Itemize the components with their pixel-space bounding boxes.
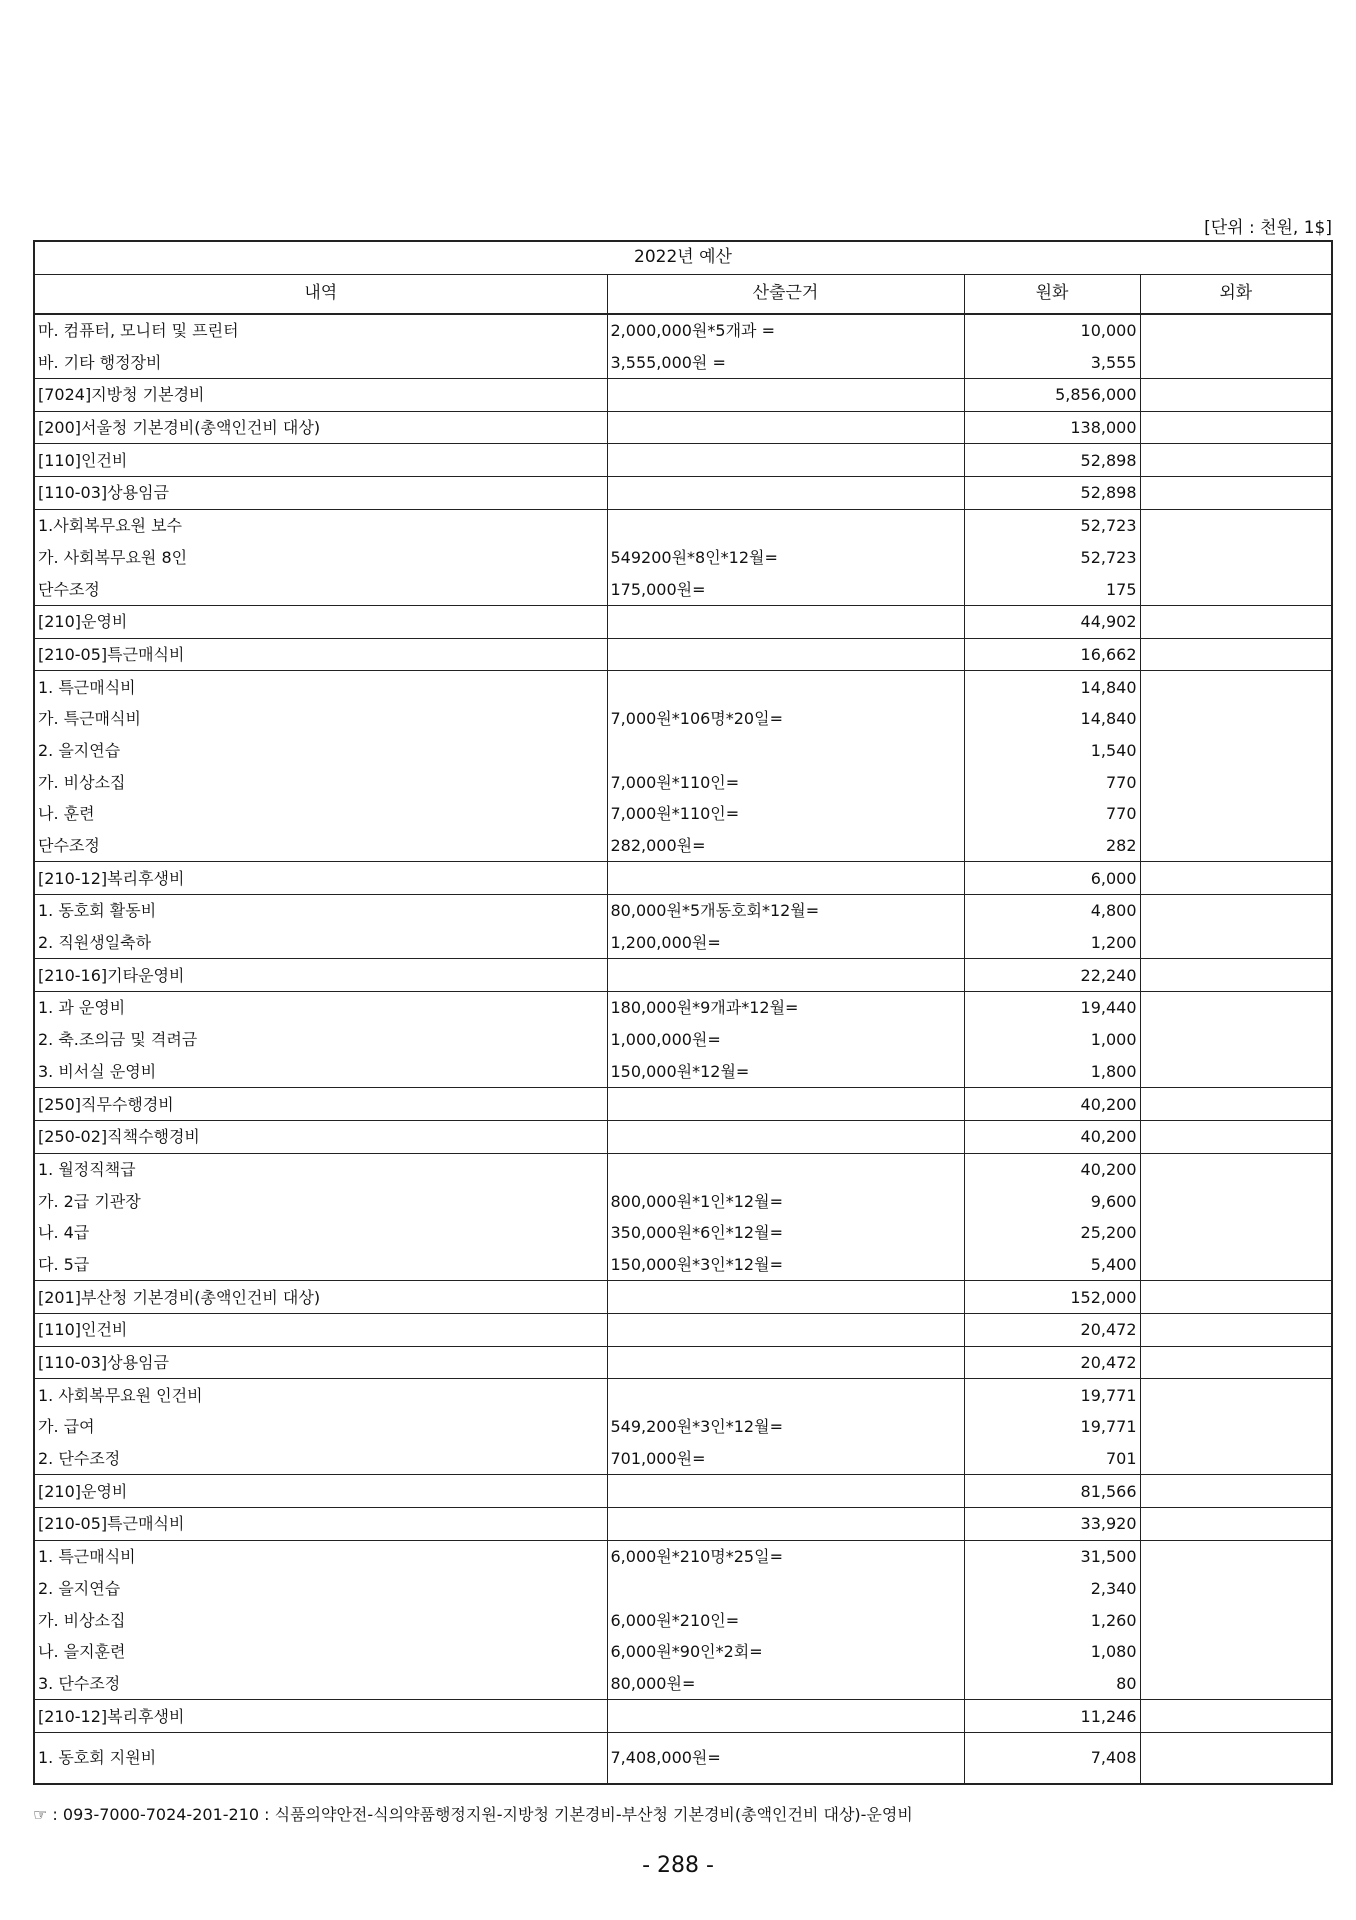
row-krw-amount: 52,723	[964, 542, 1140, 574]
row-basis	[607, 1508, 964, 1541]
row-item: 나. 4급	[34, 1217, 607, 1249]
row-basis	[607, 862, 964, 895]
table-row	[34, 671, 1332, 703]
table-row	[34, 411, 1332, 444]
row-foreign-amount	[1140, 1314, 1332, 1347]
table-row	[34, 798, 1332, 830]
row-krw-amount: 1,260	[964, 1604, 1140, 1636]
row-basis: 549,200원*3인*12월=	[607, 1411, 964, 1443]
row-item: 2. 직원생일축하	[34, 927, 607, 959]
row-foreign-amount	[1140, 477, 1332, 510]
row-basis	[607, 444, 964, 477]
column-header-foreign: 외화	[1140, 274, 1332, 314]
row-basis	[607, 959, 964, 992]
row-item: [210]운영비	[34, 1475, 607, 1508]
row-basis: 6,000원*210인=	[607, 1604, 964, 1636]
row-krw-amount: 80	[964, 1668, 1140, 1700]
row-foreign-amount	[1140, 1604, 1332, 1636]
row-foreign-amount	[1140, 862, 1332, 895]
row-foreign-amount	[1140, 542, 1332, 574]
row-item: 1. 동호회 활동비	[34, 895, 607, 927]
table-row	[34, 1668, 1332, 1700]
column-header-krw: 원화	[964, 274, 1140, 314]
table-row	[34, 1508, 1332, 1541]
row-item: 2. 을지연습	[34, 1573, 607, 1605]
row-krw-amount: 25,200	[964, 1217, 1140, 1249]
table-row	[34, 1732, 1332, 1784]
row-item: 바. 기타 행정장비	[34, 346, 607, 378]
row-krw-amount: 20,472	[964, 1314, 1140, 1347]
row-item: [110]인건비	[34, 1314, 607, 1347]
row-krw-amount: 81,566	[964, 1475, 1140, 1508]
row-foreign-amount	[1140, 1088, 1332, 1121]
table-row	[34, 638, 1332, 671]
row-krw-amount: 33,920	[964, 1508, 1140, 1541]
row-item: 1. 사회복무요원 인건비	[34, 1379, 607, 1411]
row-foreign-amount	[1140, 1120, 1332, 1153]
row-krw-amount: 1,080	[964, 1636, 1140, 1668]
table-row	[34, 1475, 1332, 1508]
row-krw-amount: 40,200	[964, 1088, 1140, 1121]
table-row	[34, 992, 1332, 1024]
row-item: [210]운영비	[34, 605, 607, 638]
row-krw-amount: 4,800	[964, 895, 1140, 927]
row-foreign-amount	[1140, 927, 1332, 959]
row-item: 단수조정	[34, 573, 607, 605]
footnote: ☞ : 093-7000-7024-201-210 : 식품의약안전-식의약품행정지원-지방청 기본경비-부산청 기본경비(총액인건비 대상)-운영비	[33, 1805, 913, 1824]
row-basis: 150,000원*12월=	[607, 1056, 964, 1088]
row-foreign-amount	[1140, 1217, 1332, 1249]
row-foreign-amount	[1140, 766, 1332, 798]
row-item: [210-12]복리후생비	[34, 862, 607, 895]
row-item: [210-16]기타운영비	[34, 959, 607, 992]
row-foreign-amount	[1140, 1411, 1332, 1443]
row-item: 가. 2급 기관장	[34, 1185, 607, 1217]
row-basis: 180,000원*9개과*12월=	[607, 992, 964, 1024]
row-item: 가. 특근매식비	[34, 703, 607, 735]
row-item: [200]서울청 기본경비(총액인건비 대상)	[34, 411, 607, 444]
row-basis: 7,000원*110인=	[607, 766, 964, 798]
row-krw-amount: 52,898	[964, 477, 1140, 510]
row-foreign-amount	[1140, 1056, 1332, 1088]
row-item: [110]인건비	[34, 444, 607, 477]
row-basis	[607, 1475, 964, 1508]
column-header-basis: 산출근거	[607, 274, 964, 314]
row-item: [7024]지방청 기본경비	[34, 379, 607, 412]
row-foreign-amount	[1140, 1443, 1332, 1475]
row-foreign-amount	[1140, 1153, 1332, 1185]
row-item: 단수조정	[34, 830, 607, 862]
row-item: 가. 비상소집	[34, 1604, 607, 1636]
table-row	[34, 1056, 1332, 1088]
row-basis: 549200원*8인*12월=	[607, 542, 964, 574]
row-krw-amount: 282	[964, 830, 1140, 862]
row-basis: 3,555,000원 =	[607, 346, 964, 378]
row-foreign-amount	[1140, 379, 1332, 412]
row-foreign-amount	[1140, 1636, 1332, 1668]
row-krw-amount: 1,000	[964, 1024, 1140, 1056]
row-item: 다. 5급	[34, 1249, 607, 1281]
row-item: 1. 동호회 지원비	[34, 1732, 607, 1784]
row-item: 2. 축.조의금 및 격려금	[34, 1024, 607, 1056]
table-row	[34, 573, 1332, 605]
row-krw-amount: 19,440	[964, 992, 1140, 1024]
table-row	[34, 346, 1332, 378]
row-item: 2. 단수조정	[34, 1443, 607, 1475]
row-krw-amount: 3,555	[964, 346, 1140, 378]
row-item: 1. 특근매식비	[34, 1540, 607, 1572]
row-item: 나. 훈련	[34, 798, 607, 830]
row-foreign-amount	[1140, 314, 1332, 347]
row-krw-amount: 9,600	[964, 1185, 1140, 1217]
row-item: 나. 을지훈련	[34, 1636, 607, 1668]
table-row	[34, 1604, 1332, 1636]
row-krw-amount: 10,000	[964, 314, 1140, 347]
row-krw-amount: 770	[964, 798, 1140, 830]
row-basis: 80,000원=	[607, 1668, 964, 1700]
row-krw-amount: 5,856,000	[964, 379, 1140, 412]
row-item: 2. 을지연습	[34, 735, 607, 767]
row-krw-amount: 11,246	[964, 1700, 1140, 1733]
table-row	[34, 1379, 1332, 1411]
row-basis	[607, 1379, 964, 1411]
row-basis: 7,000원*110인=	[607, 798, 964, 830]
row-basis	[607, 605, 964, 638]
row-item: 가. 급여	[34, 1411, 607, 1443]
table-row	[34, 1573, 1332, 1605]
row-basis: 7,408,000원=	[607, 1732, 964, 1784]
table-row	[34, 959, 1332, 992]
row-basis	[607, 671, 964, 703]
row-basis	[607, 1700, 964, 1733]
row-foreign-amount	[1140, 1573, 1332, 1605]
row-basis	[607, 477, 964, 510]
table-row	[34, 477, 1332, 510]
row-krw-amount: 138,000	[964, 411, 1140, 444]
row-basis	[607, 411, 964, 444]
row-krw-amount: 770	[964, 766, 1140, 798]
unit-label: [단위 : 천원, 1$]	[1204, 218, 1332, 238]
row-foreign-amount	[1140, 992, 1332, 1024]
table-row	[34, 509, 1332, 541]
table-row	[34, 766, 1332, 798]
row-item: [110-03]상용임금	[34, 477, 607, 510]
page-number: - 288 -	[642, 1853, 714, 1878]
row-foreign-amount	[1140, 411, 1332, 444]
row-basis: 800,000원*1인*12월=	[607, 1185, 964, 1217]
budget-body	[34, 314, 1332, 1784]
row-item: 3. 비서실 운영비	[34, 1056, 607, 1088]
row-foreign-amount	[1140, 798, 1332, 830]
row-krw-amount: 14,840	[964, 671, 1140, 703]
row-basis: 80,000원*5개동호회*12월=	[607, 895, 964, 927]
row-item: 1. 월정직책급	[34, 1153, 607, 1185]
row-basis	[607, 1314, 964, 1347]
table-row	[34, 1636, 1332, 1668]
row-item: 1.사회복무요원 보수	[34, 509, 607, 541]
table-title: 2022년 예산	[34, 241, 1332, 274]
row-foreign-amount	[1140, 638, 1332, 671]
row-item: 가. 비상소집	[34, 766, 607, 798]
row-basis	[607, 1573, 964, 1605]
row-foreign-amount	[1140, 1185, 1332, 1217]
table-row	[34, 927, 1332, 959]
row-basis: 2,000,000원*5개과 =	[607, 314, 964, 347]
table-row	[34, 542, 1332, 574]
table-row	[34, 1540, 1332, 1572]
row-krw-amount: 20,472	[964, 1346, 1140, 1379]
row-basis: 175,000원=	[607, 573, 964, 605]
table-row	[34, 605, 1332, 638]
table-row	[34, 1249, 1332, 1281]
table-row	[34, 1217, 1332, 1249]
row-basis	[607, 1281, 964, 1314]
row-foreign-amount	[1140, 1281, 1332, 1314]
row-foreign-amount	[1140, 735, 1332, 767]
row-krw-amount: 19,771	[964, 1411, 1140, 1443]
table-row	[34, 1185, 1332, 1217]
row-krw-amount: 16,662	[964, 638, 1140, 671]
row-item: [210-05]특근매식비	[34, 1508, 607, 1541]
row-krw-amount: 6,000	[964, 862, 1140, 895]
table-row	[34, 1700, 1332, 1733]
row-basis	[607, 379, 964, 412]
row-basis: 701,000원=	[607, 1443, 964, 1475]
column-header-item: 내역	[34, 274, 607, 314]
row-foreign-amount	[1140, 1249, 1332, 1281]
row-krw-amount: 1,200	[964, 927, 1140, 959]
row-foreign-amount	[1140, 346, 1332, 378]
table-row	[34, 1088, 1332, 1121]
row-basis	[607, 1088, 964, 1121]
row-basis: 1,200,000원=	[607, 927, 964, 959]
row-item: [210-12]복리후생비	[34, 1700, 607, 1733]
row-krw-amount: 31,500	[964, 1540, 1140, 1572]
table-row	[34, 1314, 1332, 1347]
row-foreign-amount	[1140, 895, 1332, 927]
row-item: [110-03]상용임금	[34, 1346, 607, 1379]
row-foreign-amount	[1140, 1024, 1332, 1056]
table-row	[34, 703, 1332, 735]
row-foreign-amount	[1140, 444, 1332, 477]
row-basis	[607, 638, 964, 671]
row-foreign-amount	[1140, 1700, 1332, 1733]
row-item: 1. 과 운영비	[34, 992, 607, 1024]
row-krw-amount: 2,340	[964, 1573, 1140, 1605]
row-krw-amount: 7,408	[964, 1732, 1140, 1784]
row-basis: 6,000원*90인*2회=	[607, 1636, 964, 1668]
row-foreign-amount	[1140, 573, 1332, 605]
row-krw-amount: 52,723	[964, 509, 1140, 541]
table-row	[34, 314, 1332, 347]
row-krw-amount: 152,000	[964, 1281, 1140, 1314]
row-basis: 150,000원*3인*12월=	[607, 1249, 964, 1281]
row-foreign-amount	[1140, 671, 1332, 703]
row-foreign-amount	[1140, 509, 1332, 541]
row-foreign-amount	[1140, 1379, 1332, 1411]
row-item: [250-02]직책수행경비	[34, 1120, 607, 1153]
row-foreign-amount	[1140, 1668, 1332, 1700]
row-foreign-amount	[1140, 605, 1332, 638]
row-krw-amount: 40,200	[964, 1153, 1140, 1185]
row-basis: 6,000원*210명*25일=	[607, 1540, 964, 1572]
row-krw-amount: 175	[964, 573, 1140, 605]
row-basis	[607, 509, 964, 541]
row-krw-amount: 40,200	[964, 1120, 1140, 1153]
row-item: 1. 특근매식비	[34, 671, 607, 703]
row-krw-amount: 22,240	[964, 959, 1140, 992]
row-foreign-amount	[1140, 830, 1332, 862]
row-item: 가. 사회복무요원 8인	[34, 542, 607, 574]
row-foreign-amount	[1140, 1732, 1332, 1784]
row-krw-amount: 19,771	[964, 1379, 1140, 1411]
table-row	[34, 830, 1332, 862]
row-foreign-amount	[1140, 703, 1332, 735]
table-row	[34, 1120, 1332, 1153]
row-foreign-amount	[1140, 1346, 1332, 1379]
row-basis	[607, 1346, 964, 1379]
table-row	[34, 1153, 1332, 1185]
row-krw-amount: 5,400	[964, 1249, 1140, 1281]
row-krw-amount: 1,540	[964, 735, 1140, 767]
table-row	[34, 1281, 1332, 1314]
table-row	[34, 862, 1332, 895]
row-item: [210-05]특근매식비	[34, 638, 607, 671]
row-item: [250]직무수행경비	[34, 1088, 607, 1121]
table-row	[34, 1411, 1332, 1443]
budget-table	[33, 240, 1333, 1785]
table-row	[34, 444, 1332, 477]
row-item: 3. 단수조정	[34, 1668, 607, 1700]
table-row	[34, 1024, 1332, 1056]
row-foreign-amount	[1140, 1475, 1332, 1508]
table-row	[34, 1346, 1332, 1379]
table-row	[34, 1443, 1332, 1475]
row-item: [201]부산청 기본경비(총액인건비 대상)	[34, 1281, 607, 1314]
table-row	[34, 735, 1332, 767]
row-basis: 7,000원*106명*20일=	[607, 703, 964, 735]
row-krw-amount: 1,800	[964, 1056, 1140, 1088]
row-foreign-amount	[1140, 1540, 1332, 1572]
row-basis: 282,000원=	[607, 830, 964, 862]
row-krw-amount: 701	[964, 1443, 1140, 1475]
row-basis	[607, 735, 964, 767]
table-row	[34, 379, 1332, 412]
row-krw-amount: 52,898	[964, 444, 1140, 477]
row-basis	[607, 1153, 964, 1185]
row-krw-amount: 14,840	[964, 703, 1140, 735]
row-foreign-amount	[1140, 959, 1332, 992]
table-row	[34, 895, 1332, 927]
row-item: 마. 컴퓨터, 모니터 및 프린터	[34, 314, 607, 347]
row-basis	[607, 1120, 964, 1153]
row-krw-amount: 44,902	[964, 605, 1140, 638]
row-basis: 1,000,000원=	[607, 1024, 964, 1056]
row-basis: 350,000원*6인*12월=	[607, 1217, 964, 1249]
row-foreign-amount	[1140, 1508, 1332, 1541]
